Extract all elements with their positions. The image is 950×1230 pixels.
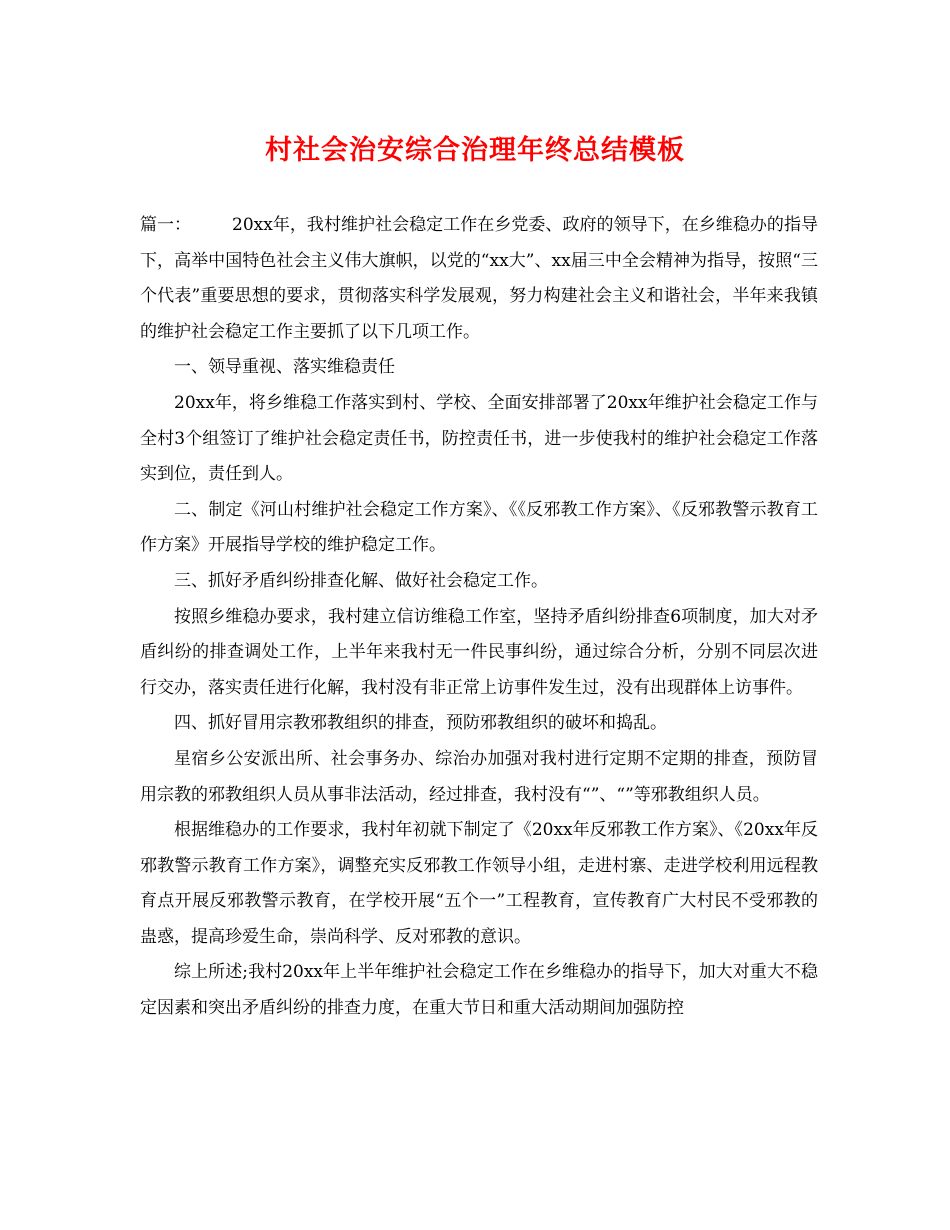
document-body — [140, 208, 818, 1027]
section-label: 篇一： — [140, 215, 191, 235]
paragraph-1-text: 20xx年，我村维护社会稳定工作在乡党委、政府的领导下，在乡维稳办的指导下，高举中国特色社会主义伟大旗帜，以党的“xx大”、xx届三中全会精神为指导，按照“三个代表”重要思想的要求，贯彻落实科学发展观，努力构建社会主义和谐社会，半年来我镇的维护社会稳定工作主要抓了以下几项工作。 — [140, 215, 818, 342]
paragraph-1 — [140, 208, 818, 350]
paragraph-education: 根据维稳办的工作要求，我村年初就下制定了《20xx年反邪教工作方案》、《20xx年反邪教警示教育工作方案》，调整充实反邪教工作领导小组，走进村寨、走进学校利用远程教育点开展反邪教警示教育，在学校开展“五个一”工程教育，宣传教育广大村民不受邪教的蛊惑，提高珍爱生命，崇尚科学、反对邪教的意识。 — [140, 820, 818, 947]
paragraph-responsibility: 20xx年，将乡维稳工作落实到村、学校、全面安排部署了20xx年维护社会稳定工作与全村3个组签订了维护社会稳定责任书，防控责任书，进一步使我村的维护社会稳定工作落实到位，责任到人。 — [140, 392, 818, 485]
document-title: 村社会治安综合治理年终总结模板 — [265, 135, 685, 166]
paragraph-summary: 综上所述;我村20xx年上半年维护社会稳定工作在乡维稳办的指导下，加大对重大不稳定因素和突出矛盾纠纷的排查力度，在重大节日和重大活动期间加强防控 — [140, 962, 818, 1019]
heading-plans: 二、制定《河山村维护社会稳定工作方案》、《《反邪教工作方案》、《反邪教警示教育工作方案》开展指导学校的维护稳定工作。 — [140, 499, 818, 556]
heading-leadership: 一、领导重视、落实维稳责任 — [174, 357, 395, 378]
paragraph-inspection: 星宿乡公安派出所、社会事务办、综治办加强对我村进行定期不定期的排查，预防冒用宗教的邪教组织人员从事非法活动，经过排查，我村没有“”、“”等邪教组织人员。 — [140, 748, 818, 805]
heading-disputes: 三、抓好矛盾纠纷排查化解、做好社会稳定工作。 — [174, 570, 548, 591]
heading-cult-prevention: 四、抓好冒用宗教邪教组织的排查，预防邪教组织的破坏和捣乱。 — [174, 713, 667, 734]
paragraph-disputes: 按照乡维稳办要求，我村建立信访维稳工作室，坚持矛盾纠纷排查6项制度，加大对矛盾纠纷的排查调处工作，上半年来我村无一件民事纠纷，通过综合分析，分别不同层次进行交办，落实责任进行化解，我村没有非正常上访事件发生过，没有出现群体上访事件。 — [140, 606, 818, 698]
